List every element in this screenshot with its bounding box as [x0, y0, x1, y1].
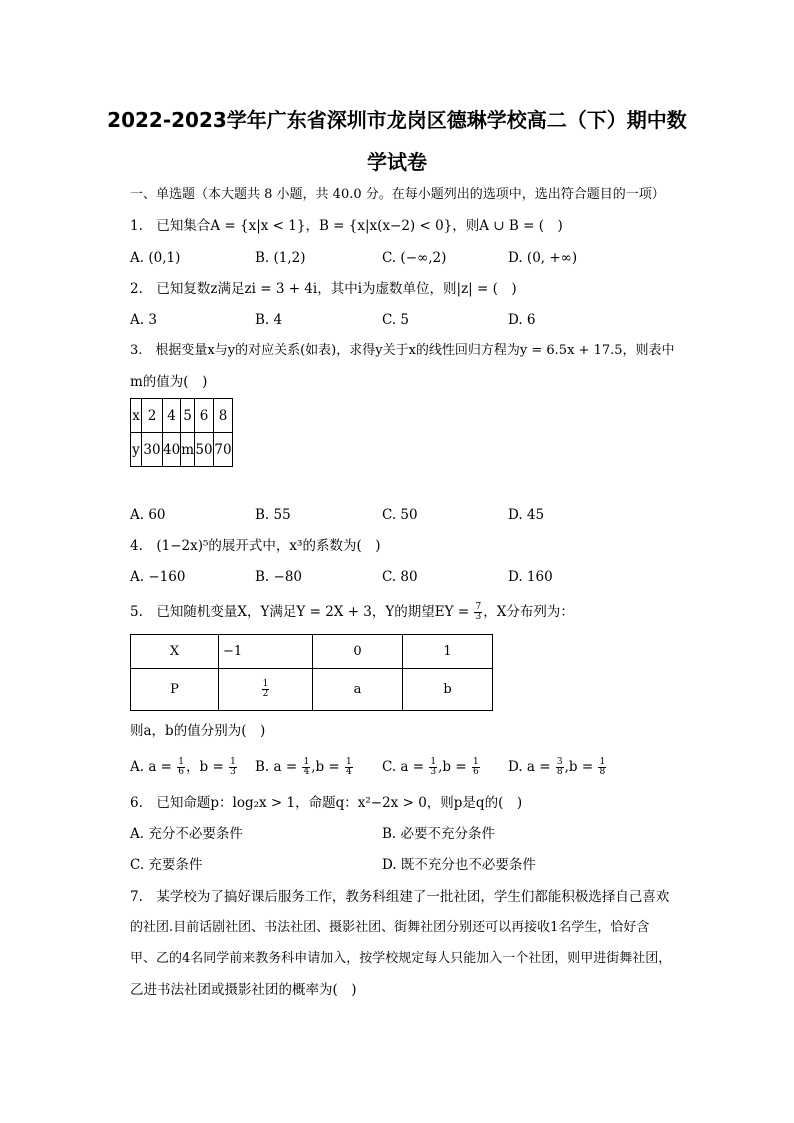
table-row	[131, 399, 233, 433]
table-row	[131, 433, 233, 467]
fraction-denominator: 6	[178, 767, 185, 777]
table-cell: −1	[219, 635, 313, 669]
option-label: A. a =	[130, 759, 177, 775]
question-5-stem	[130, 602, 574, 622]
probability-fraction	[262, 680, 270, 699]
question-3-stem-line2: m的值为( )	[130, 374, 208, 390]
q2-option-b[interactable]: B. 4	[255, 312, 283, 328]
q1-option-d[interactable]: D. (0, +∞)	[508, 250, 578, 266]
option-mid: ,b =	[438, 759, 471, 775]
q6-option-d[interactable]: D. 既不充分也不必要条件	[382, 857, 536, 873]
section-heading: 一、单选题（本大题共 8 小题，共 40.0 分。在每小题列出的选项中，选出符合题目的一项）	[130, 187, 665, 202]
exam-title-line1: 2022-2023学年广东省深圳市龙岗区德琳学校高二（下）期中数	[107, 108, 687, 132]
option-label: C. a =	[382, 759, 429, 775]
fraction-numerator: 1	[178, 757, 185, 767]
fraction-numerator: 1	[430, 757, 437, 767]
fraction	[472, 758, 480, 777]
q3-option-c[interactable]: C. 50	[382, 507, 418, 523]
q3-option-a[interactable]: A. 60	[130, 507, 166, 523]
option-label: D. a =	[508, 759, 555, 775]
q3-data-table	[130, 398, 233, 467]
q1-option-a[interactable]: A. (0,1)	[130, 250, 181, 266]
fraction-denominator: 6	[472, 767, 479, 777]
table-cell: 1	[403, 635, 493, 669]
q4-option-a[interactable]: A. −160	[130, 569, 186, 585]
q1-option-c[interactable]: C. (−∞,2)	[382, 250, 447, 266]
q6-option-c[interactable]: C. 充要条件	[130, 857, 203, 873]
table-cell: P	[131, 669, 219, 711]
fraction	[177, 758, 185, 777]
option-label: B. a =	[255, 759, 302, 775]
table-cell: 30	[142, 433, 163, 467]
table-cell: b	[403, 669, 493, 711]
fraction-denominator: 4	[346, 767, 352, 777]
question-2-stem: 2. 已知复数z满足zi = 3 + 4i，其中i为虚数单位，则|z| = ( )	[130, 281, 517, 297]
table-cell: 5	[181, 399, 195, 433]
question-7-line4: 乙进书法社团或摄影社团的概率为( )	[130, 982, 357, 998]
q5-option-b[interactable]	[255, 757, 354, 777]
fraction-denominator: 3	[230, 767, 236, 777]
fraction-numerator: 7	[475, 602, 482, 612]
fraction	[345, 758, 353, 777]
q5-option-a[interactable]	[130, 757, 238, 777]
fraction-numerator: 1	[346, 757, 352, 767]
table-cell: 40	[163, 433, 181, 467]
q6-option-b[interactable]: B. 必要不充分条件	[382, 826, 496, 842]
table-cell: 8	[214, 399, 233, 433]
table-cell: a	[313, 669, 403, 711]
fraction-denominator: 8	[599, 767, 606, 777]
table-cell: 70	[214, 433, 233, 467]
fraction-denominator: 3	[430, 767, 437, 777]
exam-title-line2: 学试卷	[367, 150, 427, 174]
fraction	[302, 758, 310, 777]
fraction-numerator: 1	[599, 757, 606, 767]
fraction	[598, 758, 606, 777]
option-mid: ,b =	[311, 759, 345, 775]
table-row	[131, 669, 493, 711]
question-3-stem-line1: 3. 根据变量x与y的对应关系(如表)，求得y关于x的线性回归方程为y = 6.5x + 17.5，则表中	[130, 343, 675, 358]
q4-option-d[interactable]: D. 160	[508, 569, 553, 585]
question-5-followup: 则a，b的值分别为( )	[130, 723, 266, 739]
question-6-stem: 6. 已知命题p：log₂x > 1，命题q：x²−2x > 0，则p是q的( )	[130, 795, 523, 811]
question-1-stem: 1. 已知集合A = {x|x < 1}，B = {x|x(x−2) < 0}，则A ∪ B = ( )	[130, 218, 563, 234]
q2-option-a[interactable]: A. 3	[130, 312, 157, 328]
q6-option-a[interactable]: A. 充分不必要条件	[130, 826, 243, 842]
q5-stem-part2: ，X分布列为：	[483, 604, 574, 620]
table-cell: 0	[313, 635, 403, 669]
fraction-numerator: 1	[472, 757, 479, 767]
table-cell: 6	[195, 399, 214, 433]
q1-option-b[interactable]: B. (1,2)	[255, 250, 306, 266]
table-cell: y	[131, 433, 142, 467]
table-cell: m	[181, 433, 195, 467]
table-cell: x	[131, 399, 142, 433]
q3-option-b[interactable]: B. 55	[255, 507, 291, 523]
q4-option-b[interactable]: B. −80	[255, 569, 302, 585]
fraction	[229, 758, 237, 777]
q4-option-c[interactable]: C. 80	[382, 569, 418, 585]
fraction-denominator: 2	[262, 689, 269, 699]
question-7-line2: 的社团.目前话剧社团、书法社团、摄影社团、街舞社团分别还可以再接收1名学生，恰好含	[130, 920, 650, 935]
fraction-denominator: 3	[475, 612, 482, 622]
question-7-line1: 7. 某学校为了搞好课后服务工作，教务科组建了一批社团，学生们都能积极选择自己喜欢	[130, 889, 670, 905]
fraction-denominator: 4	[303, 767, 310, 777]
q3-option-d[interactable]: D. 45	[508, 507, 545, 523]
table-cell	[219, 669, 313, 711]
q5-stem-fraction	[474, 603, 482, 622]
fraction-numerator: 1	[230, 757, 236, 767]
question-4-stem: 4. (1−2x)⁵的展开式中，x³的系数为( )	[130, 538, 381, 554]
option-mid: ,b =	[564, 759, 598, 775]
q5-stem-part1: 5. 已知随机变量X，Y满足Y = 2X + 3，Y的期望EY =	[130, 604, 474, 620]
table-cell: 2	[142, 399, 163, 433]
table-cell: 4	[163, 399, 181, 433]
option-mid: ，b =	[186, 759, 229, 775]
q5-option-c[interactable]	[382, 757, 481, 777]
fraction-numerator: 1	[303, 757, 310, 767]
fraction-numerator: 1	[262, 679, 269, 689]
question-7-line3: 甲、乙的4名同学前来教务科申请加入，按学校规定每人只能加入一个社团，则甲进街舞社团，	[130, 951, 672, 966]
table-cell: 50	[195, 433, 214, 467]
fraction-denominator: 8	[556, 767, 563, 777]
fraction	[429, 758, 437, 777]
q2-option-c[interactable]: C. 5	[382, 312, 410, 328]
fraction	[556, 758, 564, 777]
table-row	[131, 635, 493, 669]
q5-distribution-table	[130, 634, 493, 711]
fraction-numerator: 3	[556, 757, 563, 767]
table-cell: X	[131, 635, 219, 669]
q2-option-d[interactable]: D. 6	[508, 312, 536, 328]
q5-option-d[interactable]	[508, 757, 607, 777]
